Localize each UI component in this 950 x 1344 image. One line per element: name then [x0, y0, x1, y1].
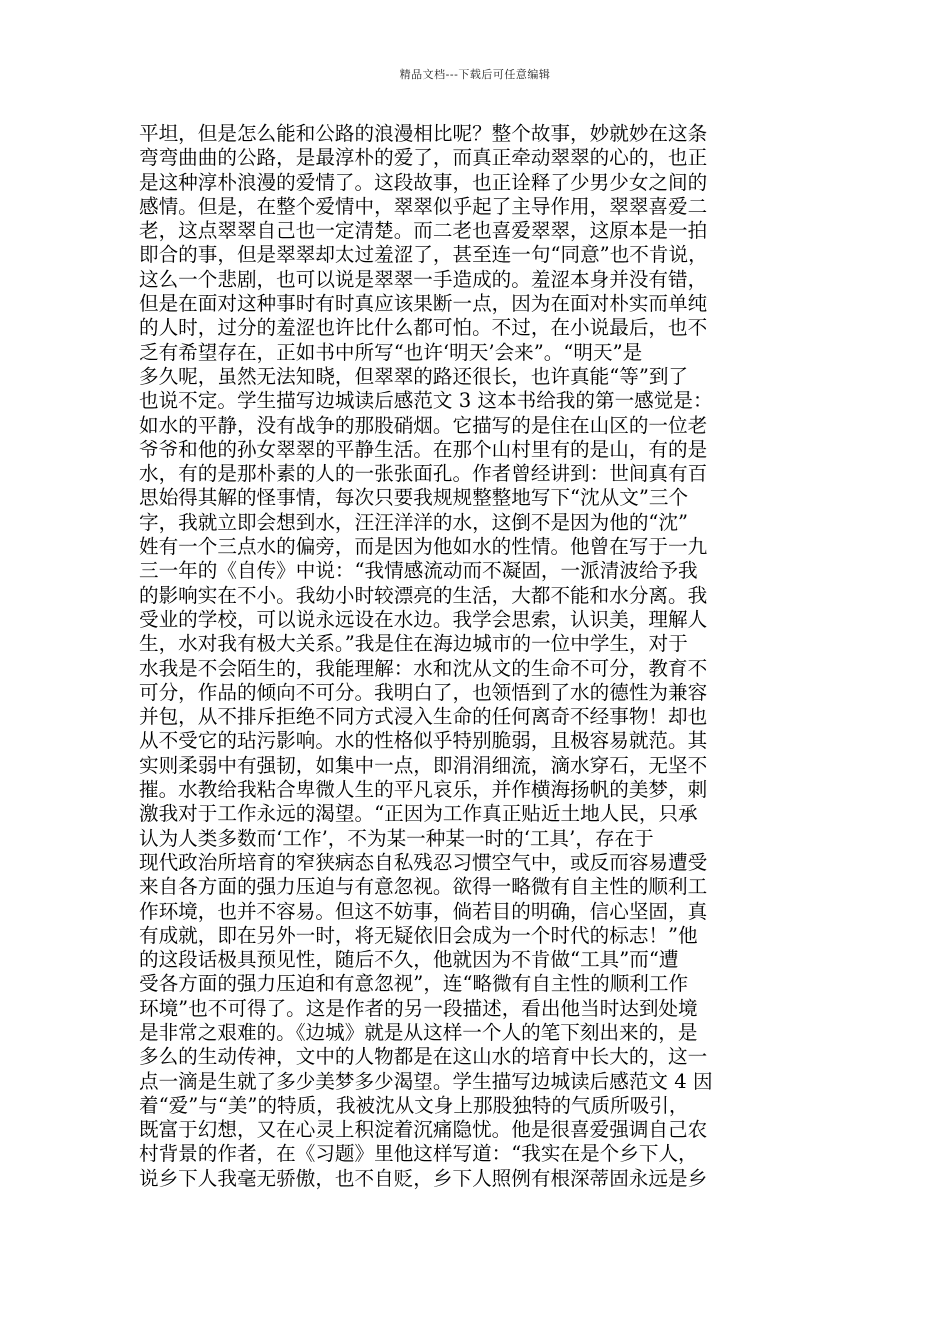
body-text-line: 如水的平静，没有战争的那股硝烟。它描写的是住在山区的一位老	[139, 413, 708, 437]
body-text-line: 受业的学校，可以说永远设在水边。我学会思索，认识美，理解人	[139, 607, 708, 631]
body-text-line: 是这种淳朴浪漫的爱情了。这段故事，也正诠释了少男少女之间的	[139, 170, 708, 194]
body-text-line: 感情。但是，在整个爱情中，翠翠似乎起了主导作用，翠翠喜爱二	[139, 194, 708, 218]
body-text-line: 平坦，但是怎么能和公路的浪漫相比呢？整个故事，妙就妙在这条	[139, 122, 708, 145]
document-body	[139, 122, 819, 1191]
body-text-line: 也说不定。学生描写边城读后感范文 3 这本书给我的第一感觉是：	[139, 389, 713, 413]
body-text-line: 既富于幻想，又在心灵上积淀着沉痛隐忧。他是很喜爱强调自己农	[139, 1118, 708, 1142]
body-text-line: 受各方面的强力压迫和有意忽视”，连“略微有自主性的顺利工作	[139, 972, 689, 996]
body-text-line: 老，这点翠翠自己也一定清楚。而二老也喜爱翠翠，这原本是一拍	[139, 219, 708, 243]
body-text-line: 字，我就立即会想到水，汪汪洋洋的水，这倒不是因为他的“沈”	[139, 510, 689, 534]
body-text-line: 生，水对我有极大关系。”我是住在海边城市的一位中学生，对于	[139, 632, 688, 656]
body-text-line: 摧。水教给我粘合卑微人生的平凡哀乐，并作横海扬帆的美梦，刺	[139, 778, 708, 802]
body-text-line: 实则柔弱中有强韧，如集中一点，即涓涓细流，滴水穿石，无坚不	[139, 753, 708, 777]
body-text-line: 从不受它的玷污影响。水的性格似乎特别脆弱，且极容易就范。其	[139, 729, 708, 753]
body-text-line: 乏有希望存在，正如书中所写“也许‘明天’会来”。“明天”是	[139, 340, 643, 364]
body-text-line: 可分，作品的倾向不可分。我明白了，也领悟到了水的德性为兼容	[139, 680, 708, 704]
body-text-line: 着“爱”与“美”的特质，我被沈从文身上那股独特的气质所吸引，	[139, 1093, 689, 1117]
body-text-line: 说乡下人我毫无骄傲，也不自贬，乡下人照例有根深蒂固永远是乡	[139, 1166, 708, 1190]
body-text-line: 点一滴是生就了多少美梦多少渴望。学生描写边城读后感范文 4 因	[139, 1069, 713, 1093]
body-text-line: 的影响实在不小。我幼小时较漂亮的生活，大都不能和水分离。我	[139, 583, 708, 607]
body-text-line: 思始得其解的怪事情，每次只要我规规整整地写下“沈从文”三个	[139, 486, 689, 510]
body-text-line: 弯弯曲曲的公路，是最淳朴的爱了，而真正牵动翠翠的心的，也正	[139, 146, 708, 170]
body-text-line: 村背景的作者，在《习题》里他这样写道：“我实在是个乡下人，	[139, 1142, 698, 1166]
body-text-line: 并包，从不排斥拒绝不同方式浸入生命的任何离奇不经事物！却也	[139, 705, 708, 729]
body-text-line: 激我对于工作永远的渴望。“正因为工作真正贴近土地人民，只承	[139, 802, 698, 826]
body-text-line: 是非常之艰难的。《边城》就是从这样一个人的笔下刻出来的，是	[139, 1020, 698, 1044]
body-text-line: 现代政治所培育的窄狭病态自私残忍习惯空气中，或反而容易遭受	[139, 850, 708, 874]
page-header: 精品文档---下载后可任意编辑	[399, 68, 551, 81]
body-text-line: 爷爷和他的孙女翠翠的平静生活。在那个山村里有的是山，有的是	[139, 437, 708, 461]
body-text-line: 但是在面对这种事时有时真应该果断一点，因为在面对朴实而单纯	[139, 292, 708, 316]
body-text-line: 多么的生动传神，文中的人物都是在这山水的培育中长大的，这一	[139, 1045, 708, 1069]
body-text-line: 的人时，过分的羞涩也许比什么都可怕。不过，在小说最后，也不	[139, 316, 708, 340]
body-text-line: 水，有的是那朴素的人的一张张面孔。作者曾经讲到：世间真有百	[139, 462, 708, 486]
body-text-line: 水我是不会陌生的，我能理解：水和沈从文的生命不可分，教育不	[139, 656, 708, 680]
body-text-line: 作环境，也并不容易。但这不妨事，倘若目的明确，信心坚固，真	[139, 899, 708, 923]
body-text-line: 即合的事，但是翠翠却太过羞涩了，甚至连一句“同意”也不肯说，	[139, 243, 708, 267]
body-text-line: 的这段话极具预见性，随后不久，他就因为不肯做“工具”而“遭	[139, 948, 679, 972]
body-text-line: 有成就，即在另外一时，将无疑依旧会成为一个时代的标志！”他	[139, 923, 698, 947]
body-text-line: 姓有一个三点水的偏旁，而是因为他如水的性情。他曾在写于一九	[139, 535, 708, 559]
body-text-line: 认为人类多数而‘工作’，不为某一种某一时的‘工具’，存在于	[139, 826, 654, 850]
body-text-line: 来自各方面的强力压迫与有意忽视。欲得一略微有自主性的顺利工	[139, 875, 708, 899]
body-text-line: 这么一个悲剧，也可以说是翠翠一手造成的。羞涩本身并没有错，	[139, 267, 708, 291]
body-text-line: 环境”也不可得了。这是作者的另一段描述，看出他当时达到处境	[139, 996, 698, 1020]
body-text-line: 多久呢，虽然无法知晓，但翠翠的路还很长，也许真能“等”到了	[139, 364, 689, 388]
body-text-line: 三一年的《自传》中说：“我情感流动而不凝固，一派清波给予我	[139, 559, 698, 583]
